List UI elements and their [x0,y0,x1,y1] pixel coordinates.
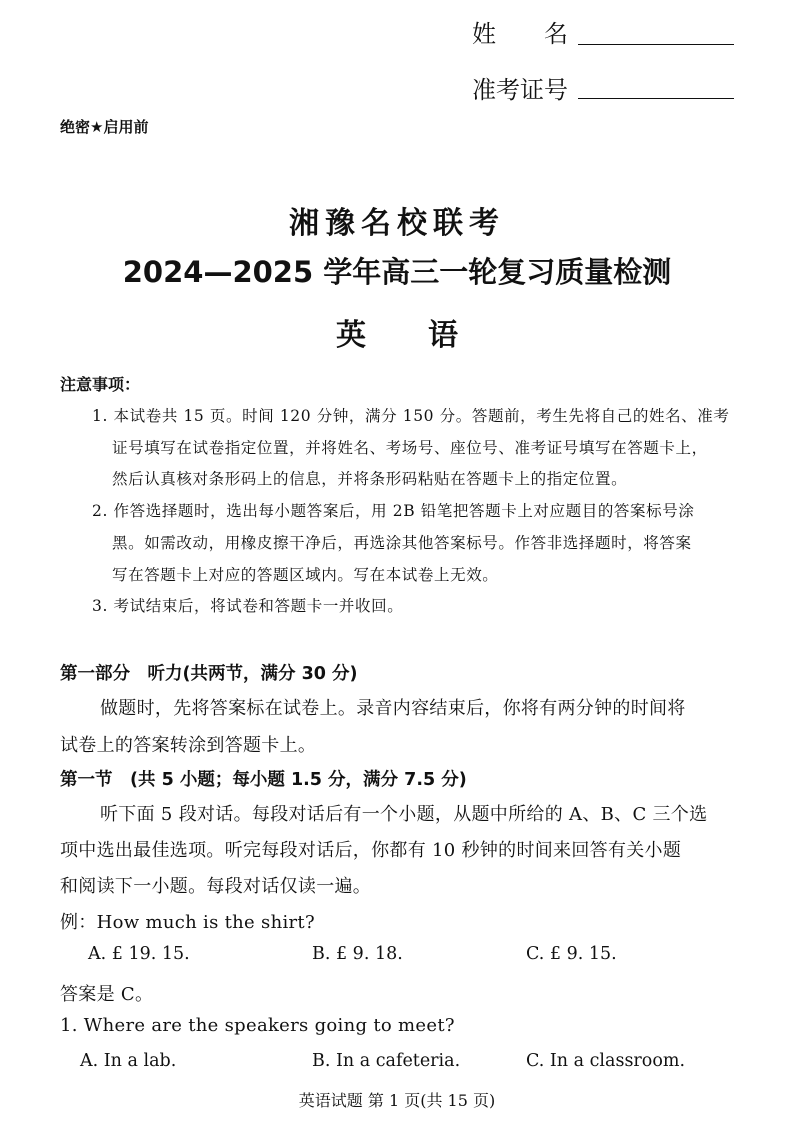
name-label: 姓 名 [472,20,568,48]
part1-heading: 第一部分 听力(共两节，满分 30 分) [60,664,358,684]
example-option-c: C. £ 9. 15. [526,944,617,964]
confidential-label: 绝密★启用前 [60,118,149,136]
notice-heading: 注意事项： [60,375,141,394]
question-1-option-a: A. In a lab. [80,1051,177,1071]
section1-instruction-line: 项中选出最佳选项。听完每段对话后，你都有 10 秒钟的时间来回答有关小题 [60,840,682,861]
section1-instruction-line: 和阅读下一小题。每段对话仅读一遍。 [60,876,372,897]
example-option-a: A. £ 19. 15. [88,944,190,964]
example-option-b: B. £ 9. 18. [312,944,403,964]
name-blank[interactable] [578,44,734,45]
notice-line: 1. 本试卷共 15 页。时间 120 分钟，满分 150 分。答题前，考生先将自己的姓名、准考 [92,407,730,425]
question-1: 1. Where are the speakers going to meet? [60,1015,455,1036]
part1-intro-line: 试卷上的答案转涂到答题卡上。 [60,735,317,756]
example-question: 例：How much is the shirt? [60,912,315,933]
part1-intro-line: 做题时，先将答案标在试卷上。录音内容结束后，你将有两分钟的时间将 [100,698,686,719]
exam-subtitle: 2024—2025 学年高三一轮复习质量检测 [122,255,672,289]
question-1-option-b: B. In a cafeteria. [312,1051,461,1071]
notice-line: 黑。如需改动，用橡皮擦干净后，再选涂其他答案标号。作答非选择题时，将答案 [112,534,692,552]
section1-heading: 第一节 (共 5 小题；每小题 1.5 分，满分 7.5 分) [60,770,467,790]
exam-title: 湘豫名校联考 [289,206,505,241]
notice-line: 然后认真核对条形码上的信息，并将条形码粘贴在答题卡上的指定位置。 [112,470,628,488]
notice-line: 2. 作答选择题时，选出每小题答案后，用 2B 铅笔把答题卡上对应题目的答案标号涂 [92,502,695,520]
subject-title: 英语 [336,318,520,353]
question-1-option-c: C. In a classroom. [526,1051,686,1071]
section1-instruction-line: 听下面 5 段对话。每段对话后有一个小题，从题中所给的 A、B、C 三个选 [100,804,708,825]
notice-line: 写在答题卡上对应的答题区域内。写在本试卷上无效。 [112,566,499,584]
exam-id-blank[interactable] [578,98,734,99]
notice-line: 3. 考试结束后，将试卷和答题卡一并收回。 [92,597,404,615]
example-answer: 答案是 C。 [60,984,154,1005]
page-footer: 英语试题 第 1 页(共 15 页) [298,1091,496,1110]
exam-id-label: 准考证号 [472,76,568,104]
notice-line: 证号填写在试卷指定位置，并将姓名、考场号、座位号、准考证号填写在答题卡上， [112,439,708,457]
